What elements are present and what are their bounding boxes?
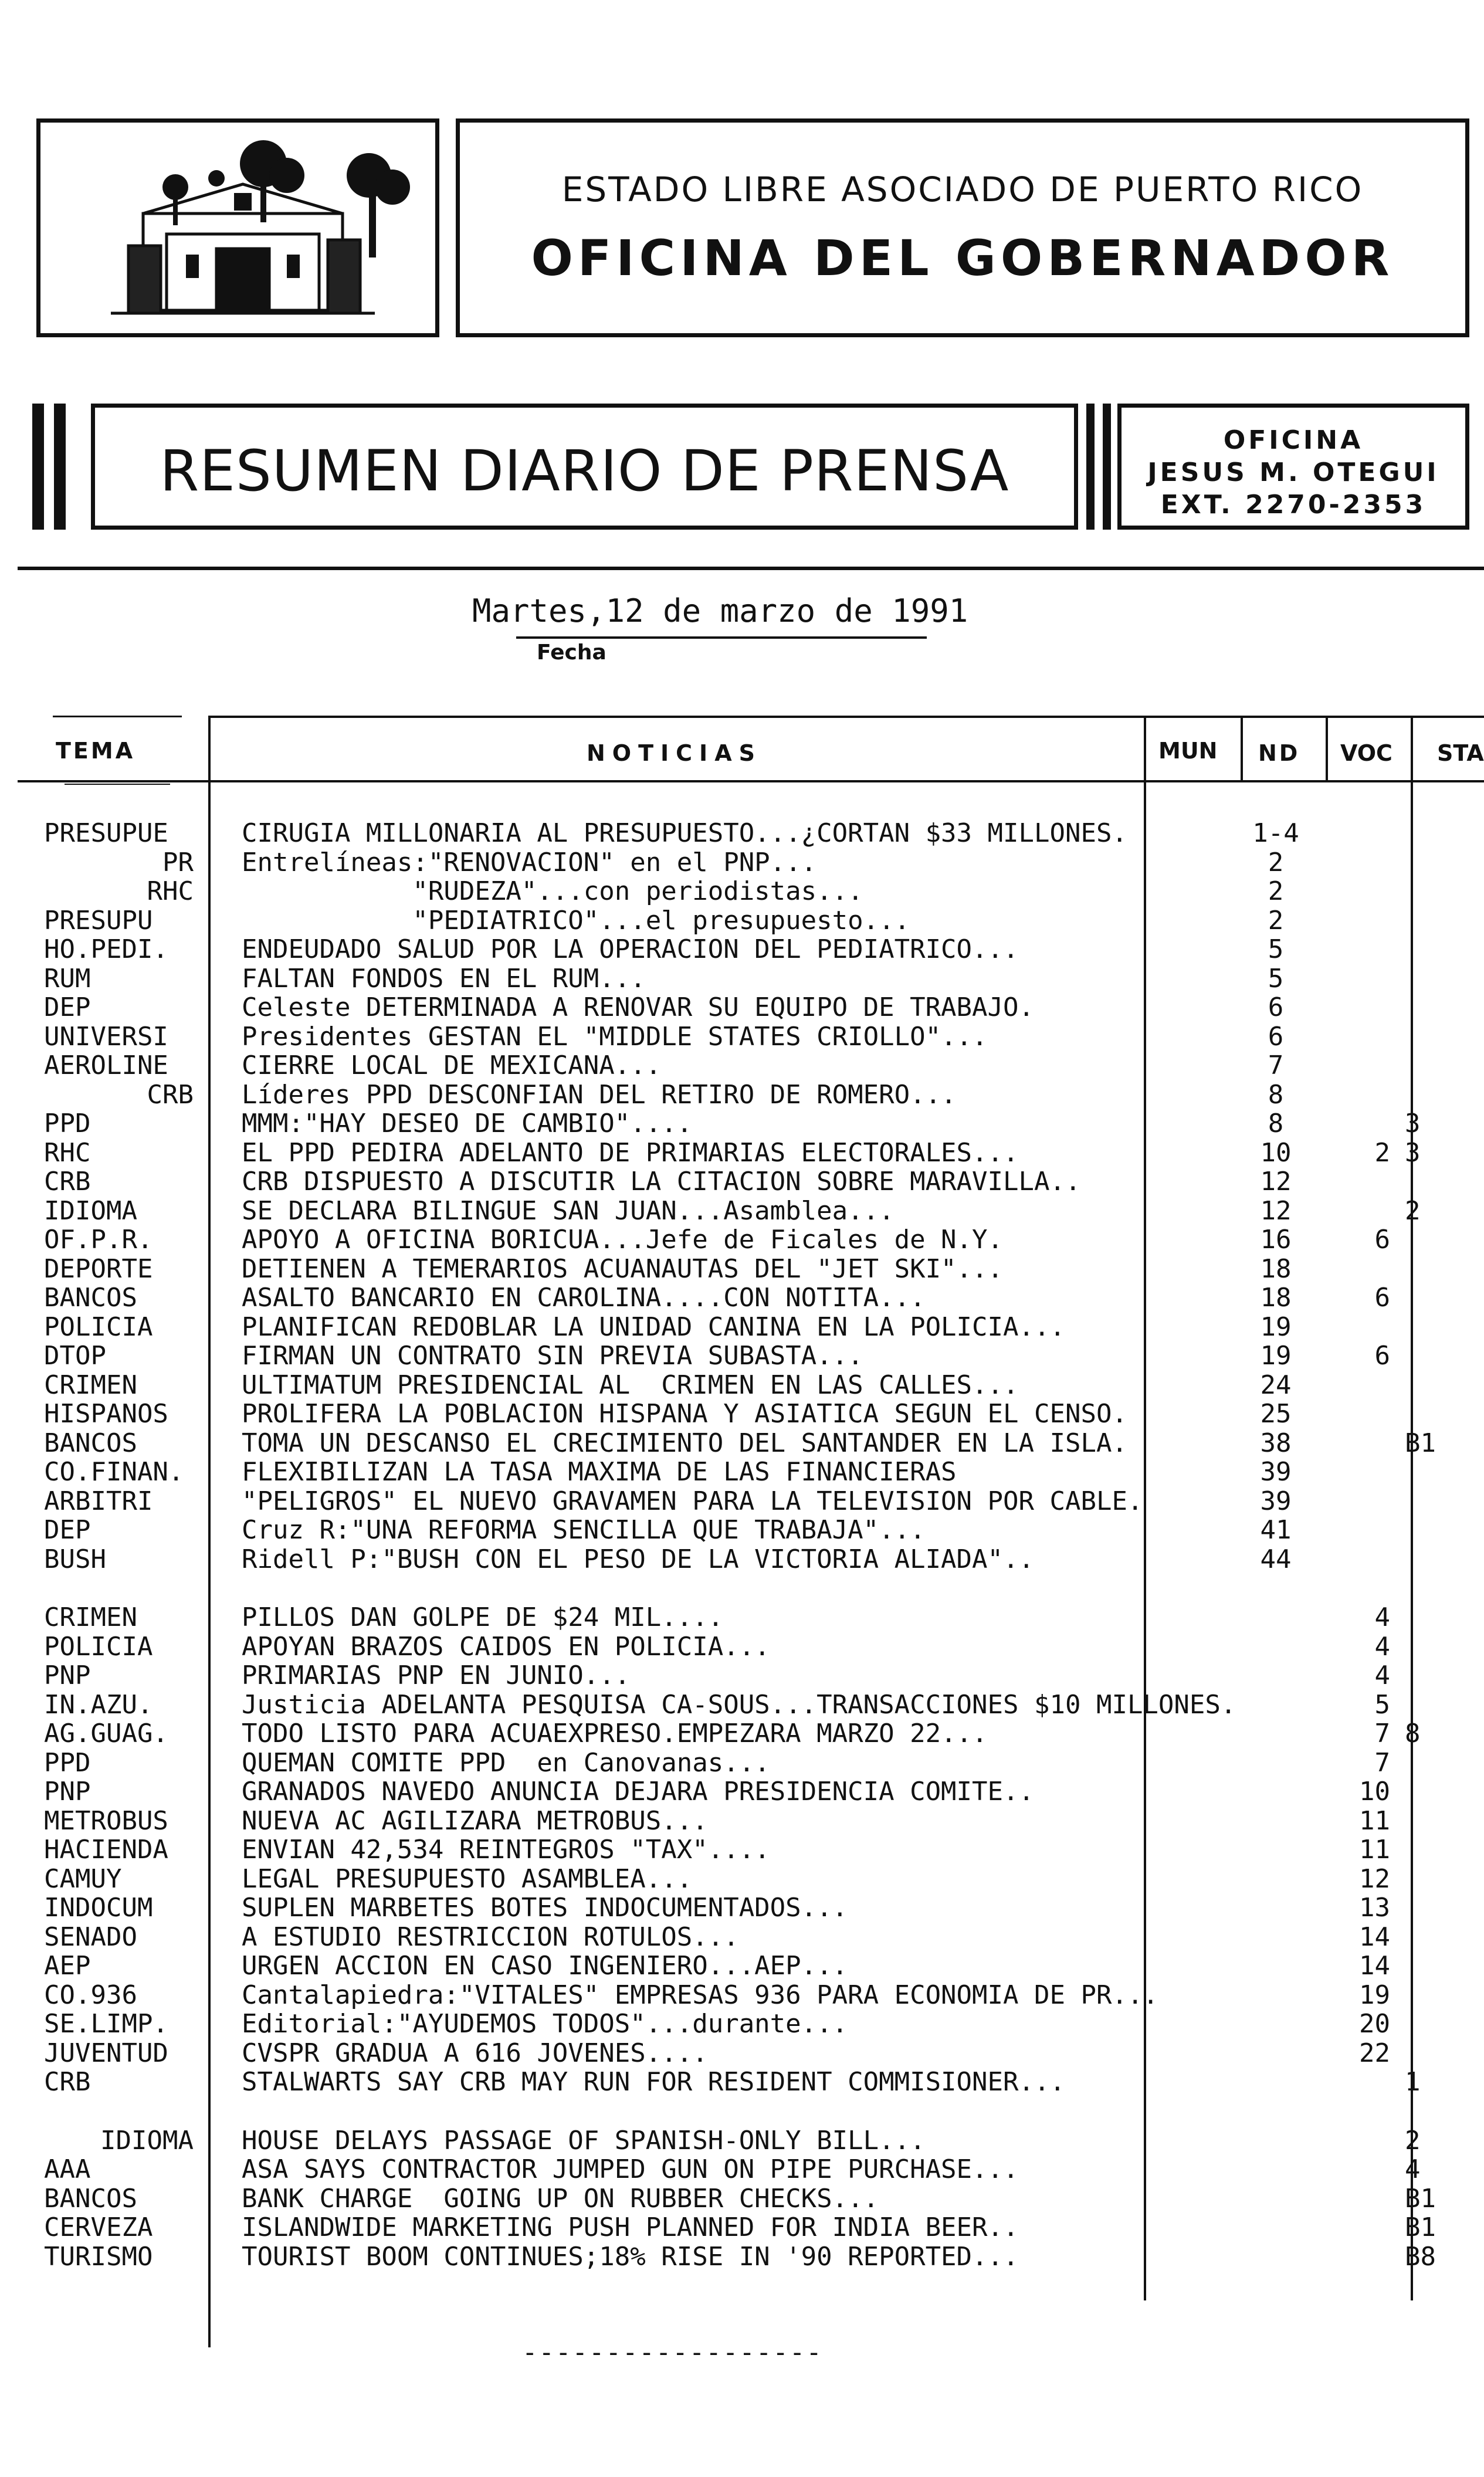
table-row <box>0 2154 1484 2184</box>
table-header-line <box>18 780 1484 782</box>
row-headline: PLANIFICAN REDOBLAR LA UNIDAD CANINA EN LA POLICIA... <box>242 1312 1065 1342</box>
table-row <box>0 1312 1484 1341</box>
row-tema: DEPORTE <box>44 1254 153 1284</box>
row-headline: ENDEUDADO SALUD POR LA OPERACION DEL PEDIATRICO... <box>242 934 1019 964</box>
table-row <box>0 1080 1484 1109</box>
row-sta: 8 <box>1405 1719 1421 1749</box>
table-row <box>0 1893 1484 1922</box>
row-nd: 24 <box>1260 1370 1292 1400</box>
row-tema: METROBUS <box>44 1806 168 1836</box>
column-nd: ND <box>1258 740 1300 766</box>
row-tema: POLICIA <box>44 1632 153 1662</box>
table-row <box>0 1428 1484 1458</box>
row-nd: 2 <box>1268 906 1284 936</box>
row-headline: PILLOS DAN GOLPE DE $24 MIL.... <box>242 1602 724 1632</box>
row-voc: 14 <box>1359 1922 1390 1952</box>
row-nd: 19 <box>1260 1312 1292 1342</box>
row-tema: RUM <box>44 964 91 994</box>
row-nd: 6 <box>1268 992 1284 1022</box>
table-row <box>0 1922 1484 1951</box>
row-tema: BUSH <box>44 1544 106 1574</box>
row-nd: 8 <box>1268 1109 1284 1138</box>
row-headline: HOUSE DELAYS PASSAGE OF SPANISH-ONLY BILL... <box>242 2126 926 2156</box>
row-tema: BANCOS <box>44 2184 137 2214</box>
row-tema: CRB <box>147 1080 194 1110</box>
row-tema: AEP <box>44 1951 91 1981</box>
table-row <box>0 2038 1484 2068</box>
row-nd: 10 <box>1260 1138 1292 1168</box>
table-row <box>0 1719 1484 1748</box>
row-nd: 38 <box>1260 1428 1292 1458</box>
column-divider <box>1241 717 1243 781</box>
table-row <box>0 1254 1484 1283</box>
row-headline: CRB DISPUESTO A DISCUTIR LA CITACION SOBRE MARAVILLA.. <box>242 1167 1081 1197</box>
fortaleza-logo-image <box>40 123 435 333</box>
row-headline: LEGAL PRESUPUESTO ASAMBLEA... <box>242 1864 693 1894</box>
row-nd: 2 <box>1268 848 1284 877</box>
row-voc: 19 <box>1359 1980 1390 2010</box>
table-row <box>0 2009 1484 2038</box>
oficina-ext: EXT. 2270-2353 <box>1160 490 1427 520</box>
row-headline: Ridell P:"BUSH CON EL PESO DE LA VICTORIA ALIADA".. <box>242 1544 1035 1574</box>
row-tema: PRESUPU <box>44 906 153 936</box>
row-voc: 7 <box>1374 1748 1390 1778</box>
row-nd: 6 <box>1268 1022 1284 1052</box>
column-tema: TEMA <box>56 738 135 764</box>
row-voc: 4 <box>1374 1632 1390 1662</box>
row-nd: 8 <box>1268 1080 1284 1110</box>
table-row <box>0 1138 1484 1167</box>
row-headline: SE DECLARA BILINGUE SAN JUAN...Asamblea... <box>242 1196 895 1226</box>
row-headline: ENVIAN 42,534 REINTEGROS "TAX".... <box>242 1835 770 1865</box>
row-sta: 1 <box>1405 2067 1421 2097</box>
row-voc: 6 <box>1374 1341 1390 1371</box>
closing-rule: ------------------ <box>522 2337 823 2367</box>
row-headline: TOMA UN DESCANSO EL CRECIMIENTO DEL SANTANDER EN LA ISLA. <box>242 1428 1127 1458</box>
row-tema: RHC <box>147 876 194 906</box>
row-tema: CRB <box>44 2067 91 2097</box>
oficina-box <box>1117 404 1469 530</box>
table-row <box>0 1777 1484 1806</box>
header-divider <box>18 567 1484 570</box>
row-headline: "RUDEZA"...con periodistas... <box>242 876 863 906</box>
decorative-bar <box>1086 404 1095 530</box>
row-sta: 3 <box>1405 1138 1421 1168</box>
table-row <box>0 1196 1484 1225</box>
row-nd: 7 <box>1268 1051 1284 1080</box>
row-tema: AAA <box>44 2154 91 2184</box>
row-sta: 3 <box>1405 1109 1421 1138</box>
row-headline: FIRMAN UN CONTRATO SIN PREVIA SUBASTA... <box>242 1341 863 1371</box>
row-headline: FALTAN FONDOS EN EL RUM... <box>242 964 646 994</box>
row-voc: 20 <box>1359 2009 1390 2039</box>
row-sta: B1 <box>1405 1428 1436 1458</box>
row-headline: ASALTO BANCARIO EN CAROLINA....CON NOTITA... <box>242 1283 926 1313</box>
table-top-line <box>208 716 1484 718</box>
row-tema: TURISMO <box>44 2242 153 2272</box>
table-row <box>0 876 1484 906</box>
row-tema: DEP <box>44 992 91 1022</box>
table-row <box>0 1225 1484 1254</box>
row-nd: 19 <box>1260 1341 1292 1371</box>
row-tema: POLICIA <box>44 1312 153 1342</box>
row-nd: 18 <box>1260 1283 1292 1313</box>
column-sta: STA <box>1437 740 1484 766</box>
row-tema: PR <box>162 848 194 877</box>
row-voc: 7 <box>1374 1719 1390 1749</box>
table-row <box>0 1370 1484 1400</box>
tema-underline <box>65 784 170 785</box>
header-line-2: OFICINA DEL GOBERNADOR <box>531 229 1394 287</box>
row-headline: Celeste DETERMINADA A RENOVAR SU EQUIPO DE TRABAJO. <box>242 992 1035 1022</box>
table-row <box>0 2242 1484 2271</box>
banner-title: RESUMEN DIARIO DE PRENSA <box>160 438 1009 504</box>
table-row <box>0 1980 1484 2010</box>
row-nd: 16 <box>1260 1225 1292 1255</box>
table-row <box>0 1457 1484 1486</box>
row-tema: AEROLINE <box>44 1051 168 1080</box>
table-row <box>0 964 1484 993</box>
row-tema: SENADO <box>44 1922 137 1952</box>
row-voc: 4 <box>1374 1602 1390 1632</box>
row-voc: 10 <box>1359 1777 1390 1807</box>
table-row <box>0 1109 1484 1138</box>
table-row <box>0 1661 1484 1690</box>
row-voc: 13 <box>1359 1893 1390 1923</box>
table-row <box>0 1544 1484 1574</box>
row-tema: HACIENDA <box>44 1835 168 1865</box>
row-headline: ISLANDWIDE MARKETING PUSH PLANNED FOR INDIA BEER.. <box>242 2212 1019 2242</box>
row-voc: 14 <box>1359 1951 1390 1981</box>
row-tema: CRIMEN <box>44 1602 137 1632</box>
row-headline: "PEDIATRICO"...el presupuesto... <box>242 906 910 936</box>
row-nd: 12 <box>1260 1167 1292 1197</box>
row-nd: 41 <box>1260 1515 1292 1545</box>
row-nd: 1-4 <box>1252 818 1299 848</box>
table-row <box>0 992 1484 1022</box>
row-sta: B1 <box>1405 2184 1436 2214</box>
row-nd: 39 <box>1260 1486 1292 1516</box>
date-value: Martes,12 de marzo de 1991 <box>472 592 968 629</box>
row-headline: Cruz R:"UNA REFORMA SENCILLA QUE TRABAJA"... <box>242 1515 926 1545</box>
row-headline: STALWARTS SAY CRB MAY RUN FOR RESIDENT COMMISIONER... <box>242 2067 1065 2097</box>
row-voc: 22 <box>1359 2038 1390 2068</box>
column-divider <box>1326 717 1328 781</box>
row-voc: 6 <box>1374 1225 1390 1255</box>
table-row <box>0 1806 1484 1835</box>
row-voc: 2 <box>1374 1138 1390 1168</box>
row-tema: CRIMEN <box>44 1370 137 1400</box>
row-voc: 5 <box>1374 1690 1390 1720</box>
row-headline: GRANADOS NAVEDO ANUNCIA DEJARA PRESIDENCIA COMITE.. <box>242 1777 1035 1807</box>
row-headline: APOYAN BRAZOS CAIDOS EN POLICIA... <box>242 1632 770 1662</box>
row-headline: TODO LISTO PARA ACUAEXPRESO.EMPEZARA MARZO 22... <box>242 1719 988 1749</box>
row-headline: Entrelíneas:"RENOVACION" en el PNP... <box>242 848 817 877</box>
row-tema: RHC <box>44 1138 91 1168</box>
row-headline: SUPLEN MARBETES BOTES INDOCUMENTADOS... <box>242 1893 848 1923</box>
row-tema: PNP <box>44 1661 91 1690</box>
oficina-label: OFICINA <box>1223 425 1364 455</box>
row-tema: IDIOMA <box>100 2126 194 2156</box>
decorative-bar <box>1103 404 1111 530</box>
row-headline: CIERRE LOCAL DE MEXICANA... <box>242 1051 662 1080</box>
table-row <box>0 818 1484 848</box>
table-row <box>0 1835 1484 1864</box>
table-row <box>0 1486 1484 1516</box>
row-headline: APOYO A OFICINA BORICUA...Jefe de Ficales de N.Y. <box>242 1225 1004 1255</box>
row-headline: ULTIMATUM PRESIDENCIAL AL CRIMEN EN LAS CALLES... <box>242 1370 1019 1400</box>
table-row <box>0 2126 1484 2155</box>
date-underline <box>516 636 927 639</box>
header-line-1: ESTADO LIBRE ASOCIADO DE PUERTO RICO <box>561 170 1364 209</box>
row-headline: BANK CHARGE GOING UP ON RUBBER CHECKS... <box>242 2184 879 2214</box>
table-row <box>0 1283 1484 1312</box>
row-nd: 44 <box>1260 1544 1292 1574</box>
table-row <box>0 2212 1484 2242</box>
row-headline: QUEMAN COMITE PPD en Canovanas... <box>242 1748 770 1778</box>
table-row <box>0 1399 1484 1428</box>
banner-box <box>91 404 1078 530</box>
row-sta: 4 <box>1405 2154 1421 2184</box>
decorative-bar <box>54 404 66 530</box>
table-row <box>0 906 1484 935</box>
row-tema: ARBITRI <box>44 1486 153 1516</box>
tema-top-line <box>53 716 182 717</box>
row-headline: Justicia ADELANTA PESQUISA CA-SOUS...TRANSACCIONES $10 MILLONES. <box>242 1690 1236 1720</box>
row-headline: URGEN ACCION EN CASO INGENIERO...AEP... <box>242 1951 848 1981</box>
row-tema: PPD <box>44 1109 91 1138</box>
row-nd: 39 <box>1260 1457 1292 1487</box>
table-row <box>0 1951 1484 1980</box>
date-label: Fecha <box>537 641 607 665</box>
row-headline: EL PPD PEDIRA ADELANTO DE PRIMARIAS ELECTORALES... <box>242 1138 1019 1168</box>
row-headline: CIRUGIA MILLONARIA AL PRESUPUESTO...¿CORTAN $33 MILLONES. <box>242 818 1127 848</box>
row-voc: 6 <box>1374 1283 1390 1313</box>
row-tema: OF.P.R. <box>44 1225 153 1255</box>
table-row <box>0 2067 1484 2096</box>
row-tema: CERVEZA <box>44 2212 153 2242</box>
row-tema: CRB <box>44 1167 91 1197</box>
table-row <box>0 1341 1484 1370</box>
row-nd: 5 <box>1268 964 1284 994</box>
row-nd: 25 <box>1260 1399 1292 1429</box>
row-nd: 12 <box>1260 1196 1292 1226</box>
row-voc: 4 <box>1374 1661 1390 1690</box>
table-row <box>0 1022 1484 1051</box>
row-tema: DTOP <box>44 1341 106 1371</box>
table-row <box>0 2184 1484 2213</box>
table-row <box>0 1864 1484 1893</box>
row-sta: 2 <box>1405 2126 1421 2156</box>
row-sta: B1 <box>1405 2212 1436 2242</box>
table-row <box>0 1602 1484 1632</box>
row-tema: SE.LIMP. <box>44 2009 168 2039</box>
row-voc: 12 <box>1359 1864 1390 1894</box>
row-tema: IN.AZU. <box>44 1690 153 1720</box>
row-tema: JUVENTUD <box>44 2038 168 2068</box>
row-tema: UNIVERSI <box>44 1022 168 1052</box>
row-nd: 18 <box>1260 1254 1292 1284</box>
row-headline: NUEVA AC AGILIZARA METROBUS... <box>242 1806 708 1836</box>
table-row <box>0 1167 1484 1196</box>
row-tema: AG.GUAG. <box>44 1719 168 1749</box>
row-headline: A ESTUDIO RESTRICCION ROTULOS... <box>242 1922 739 1952</box>
row-tema: DEP <box>44 1515 91 1545</box>
row-tema: CO.FINAN. <box>44 1457 184 1487</box>
oficina-name: JESUS M. OTEGUI <box>1147 458 1439 487</box>
row-voc: 11 <box>1359 1835 1390 1865</box>
row-tema: HISPANOS <box>44 1399 168 1429</box>
row-tema: PNP <box>44 1777 91 1807</box>
row-tema: BANCOS <box>44 1283 137 1313</box>
row-headline: CVSPR GRADUA A 616 JOVENES.... <box>242 2038 708 2068</box>
decorative-bar <box>32 404 44 530</box>
row-headline: Líderes PPD DESCONFIAN DEL RETIRO DE ROMERO... <box>242 1080 957 1110</box>
row-sta: 2 <box>1405 1196 1421 1226</box>
table-row <box>0 1690 1484 1719</box>
row-tema: PPD <box>44 1748 91 1778</box>
row-headline: DETIENEN A TEMERARIOS ACUANAUTAS DEL "JET SKI"... <box>242 1254 1004 1284</box>
logo-box <box>36 118 439 337</box>
row-tema: IDIOMA <box>44 1196 137 1226</box>
row-sta: B8 <box>1405 2242 1436 2272</box>
table-row <box>0 1051 1484 1080</box>
row-headline: Cantalapiedra:"VITALES" EMPRESAS 936 PARA ECONOMIA DE PR... <box>242 1980 1158 2010</box>
row-tema: HO.PEDI. <box>44 934 168 964</box>
row-headline: PROLIFERA LA POBLACION HISPANA Y ASIATICA SEGUN EL CENSO. <box>242 1399 1127 1429</box>
row-tema: BANCOS <box>44 1428 137 1458</box>
row-headline: MMM:"HAY DESEO DE CAMBIO".... <box>242 1109 693 1138</box>
table-row <box>0 848 1484 877</box>
table-row <box>0 1748 1484 1777</box>
row-tema: INDOCUM <box>44 1893 153 1923</box>
row-headline: FLEXIBILIZAN LA TASA MAXIMA DE LAS FINANCIERAS <box>242 1457 957 1487</box>
row-tema: CAMUY <box>44 1864 122 1894</box>
row-headline: Editorial:"AYUDEMOS TODOS"...durante... <box>242 2009 848 2039</box>
row-tema: PRESUPUE <box>44 818 168 848</box>
row-headline: PRIMARIAS PNP EN JUNIO... <box>242 1661 631 1690</box>
row-nd: 5 <box>1268 934 1284 964</box>
row-voc: 11 <box>1359 1806 1390 1836</box>
row-headline: ASA SAYS CONTRACTOR JUMPED GUN ON PIPE PURCHASE... <box>242 2154 1019 2184</box>
row-headline: Presidentes GESTAN EL "MIDDLE STATES CRIOLLO"... <box>242 1022 988 1052</box>
column-mun: MUN <box>1158 738 1218 764</box>
column-noticias: NOTICIAS <box>587 740 762 766</box>
title-box <box>456 118 1469 337</box>
row-headline: TOURIST BOOM CONTINUES;18% RISE IN '90 REPORTED... <box>242 2242 1019 2272</box>
row-headline: "PELIGROS" EL NUEVO GRAVAMEN PARA LA TELEVISION POR CABLE. <box>242 1486 1143 1516</box>
table-row <box>0 934 1484 964</box>
row-tema: CO.936 <box>44 1980 137 2010</box>
table-row <box>0 1632 1484 1661</box>
column-voc: VOC <box>1340 740 1392 766</box>
row-nd: 2 <box>1268 876 1284 906</box>
table-row <box>0 1515 1484 1544</box>
